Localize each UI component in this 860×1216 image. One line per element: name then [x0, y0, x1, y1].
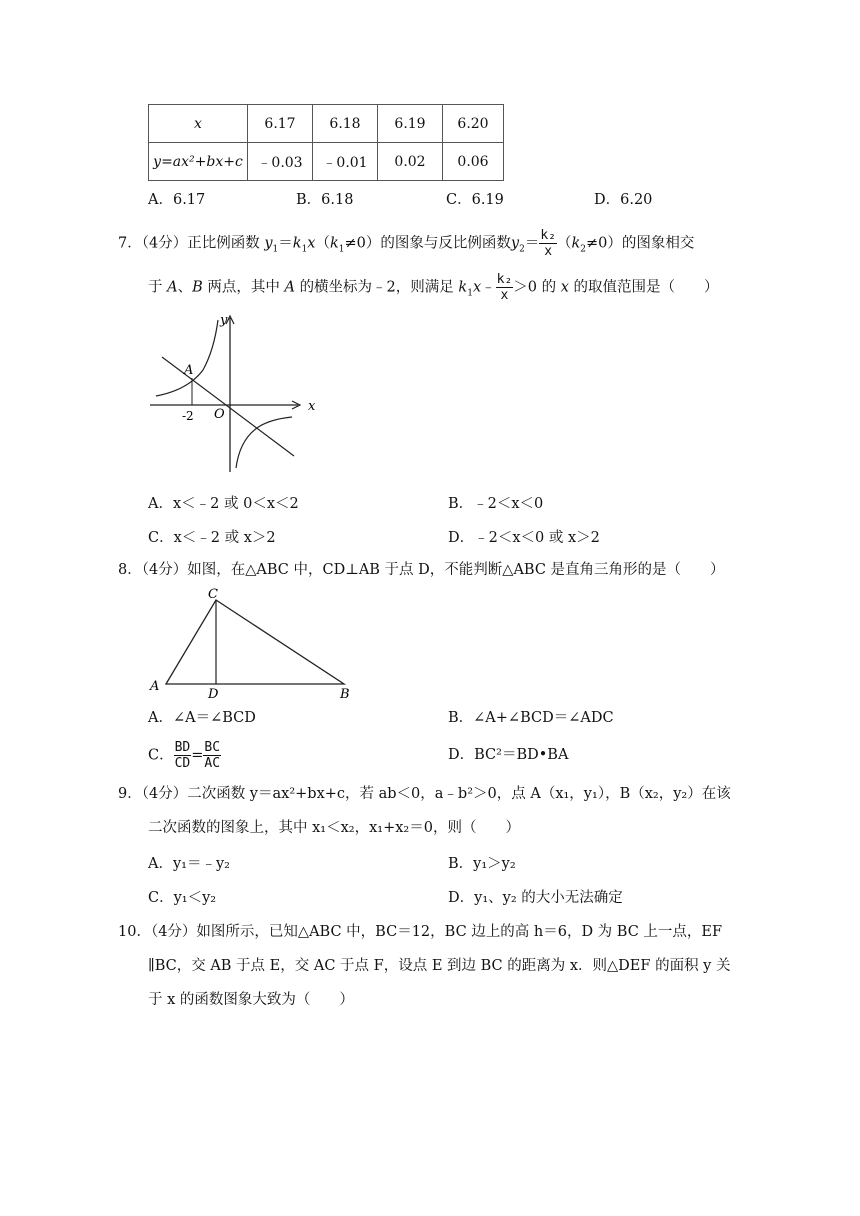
q7-option-c: C．x＜﹣2 或 x＞2 — [148, 530, 276, 546]
q7-text: 的横坐标为﹣2，则满足 — [299, 279, 454, 296]
fraction-denominator: x — [500, 288, 509, 303]
tick-label: -2 — [182, 409, 194, 423]
fraction-denominator: AC — [204, 756, 221, 771]
q8-text: 如图，在△ABC 中，CD⊥AB 于点 D，不能判断△ABC 是直角三角形的是（ ） — [187, 562, 725, 578]
table-row — [149, 143, 504, 181]
hyperbola-branch-lower — [236, 417, 292, 468]
triangle-abc — [166, 600, 344, 684]
q7-text: 的取值范围是（ ） — [573, 279, 719, 296]
q9-option-c: C．y₁＜y₂ — [148, 890, 217, 906]
hyperbola-branch-upper — [156, 320, 218, 396]
proportional-line — [162, 357, 294, 456]
vertex-c-label: C — [208, 587, 218, 602]
q10-stem-line3: 于 x 的函数图象大致为（ ） — [148, 992, 354, 1008]
q6-option-b: B．6.18 — [296, 192, 354, 208]
question-number: 8． — [118, 562, 142, 578]
q7-function-graph — [148, 310, 328, 475]
y-axis-label: y — [220, 313, 228, 328]
table-row-label: y=ax²+bx+c — [149, 143, 248, 181]
table-cell: 0.06 — [443, 143, 504, 181]
point-a-label: A — [184, 363, 194, 378]
q8-option-b: B．∠A+∠BCD＝∠ADC — [448, 710, 614, 726]
q6-option-c: C．6.19 — [446, 192, 504, 208]
origin-label: O — [214, 407, 225, 422]
q10-stem-line1: 10．（4分）如图所示，已知△ABC 中，BC＝12，BC 边上的高 h＝6，D 为 BC 上一点，EF — [118, 924, 723, 940]
q7-text: 的图象相交 — [621, 235, 695, 252]
table-row — [149, 105, 504, 143]
table-cell: 0.02 — [378, 143, 443, 181]
table-header-cell: 6.19 — [378, 105, 443, 143]
fraction-numerator: BC — [204, 740, 221, 755]
q8-triangle-figure — [148, 586, 358, 704]
fraction-bc-ac — [203, 740, 221, 771]
q7-option-a: A．x＜﹣2 或 0＜x＜2 — [148, 496, 299, 512]
q8-option-c: C． $\frac{BD}{CD}$ = $\frac{BC}{AC}$ — [148, 740, 221, 771]
q8-option-a: A．∠A＝∠BCD — [148, 710, 256, 726]
question-score: （4分） — [141, 235, 188, 252]
q9-option-a: A．y₁＝﹣y₂ — [148, 856, 230, 872]
q7-text: 于 — [148, 279, 163, 296]
q9-stem-line1: 9．（4分）二次函数 y＝ax²+bx+c，若 ab＜0，a﹣b²＞0，点 A（x₁，y₁），B（x₂，y₂）在该 — [118, 786, 731, 802]
question-number: 7． — [118, 235, 142, 252]
fraction-k2-over-x — [539, 228, 557, 259]
q9-option-b: B．y₁＞y₂ — [448, 856, 516, 872]
fraction-denominator: CD — [174, 756, 191, 771]
q9-stem-line2: 二次函数的图象上，其中 x₁＜x₂，x₁+x₂＝0，则（ ） — [148, 820, 520, 836]
q8-option-c-label: C． — [148, 747, 174, 764]
q8-option-d: D．BC²＝BD•BA — [448, 747, 569, 763]
q7-text: 的图象与反比例函数 — [380, 235, 511, 252]
q7-text: 的 — [541, 279, 557, 296]
table-header-cell: 6.17 — [248, 105, 313, 143]
fraction-bd-cd — [174, 740, 192, 771]
x-axis-label: x — [308, 399, 316, 414]
fraction-numerator: k₂ — [540, 228, 556, 243]
q7-option-b: B．﹣2＜x＜0 — [448, 496, 544, 512]
value-table — [148, 104, 504, 181]
vertex-a-label: A — [150, 679, 160, 694]
q7-option-d: D．﹣2＜x＜0 或 x＞2 — [448, 530, 600, 546]
q7-text: 两点，其中 — [207, 279, 280, 296]
table-cell: ﹣0.01 — [313, 143, 378, 181]
q6-option-a: A．6.17 — [148, 192, 206, 208]
q8-stem — [118, 560, 725, 580]
q6-option-d: D．6.20 — [594, 192, 653, 208]
table-header-cell: 6.18 — [313, 105, 378, 143]
q7-stem-line2: 于 A、B 两点，其中 A 的横坐标为﹣2，则满足 $k_1x﹣$ $\frac{\text{k₂}}{x}$ ＞0 的 x 的取值范围是（ ） — [148, 272, 719, 303]
question-score: （4分） — [141, 562, 188, 578]
vertex-b-label: B — [340, 687, 350, 702]
fraction-k2-over-x — [496, 272, 514, 303]
q10-stem-line2: ∥BC，交 AB 于点 E，交 AC 于点 F，设点 E 到边 BC 的距离为 x．则△DEF 的面积 y 关 — [148, 958, 731, 974]
fraction-denominator: x — [544, 244, 553, 259]
table-header-cell: x — [194, 115, 202, 132]
table-cell: ﹣0.03 — [248, 143, 313, 181]
fraction-numerator: k₂ — [496, 272, 513, 287]
q9-option-d: D．y₁、y₂ 的大小无法确定 — [448, 890, 623, 906]
q7-text: 正比例函数 — [187, 235, 260, 252]
q7-stem-line1: 7．（4分）正比例函数 $y_1=k_1x(k_1\ne 0)$的图象与反比例函数$y_2=$ $\frac{\text{k₂}}{x}$ $(k_2\ne 0)$的图象相交 — [118, 228, 695, 259]
point-d-label: D — [208, 687, 219, 702]
fraction-numerator: BD — [174, 740, 191, 755]
table-header-cell: 6.20 — [443, 105, 504, 143]
